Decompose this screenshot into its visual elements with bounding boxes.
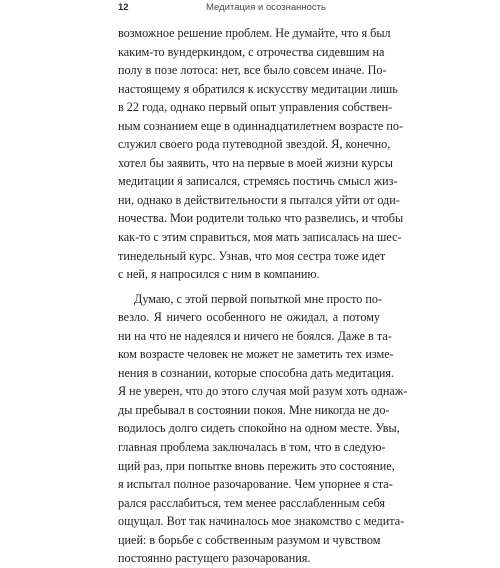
text-line: Я не уверен, что до этого случая мой разум хоть однаж- <box>118 384 408 399</box>
text-line: полу в позе лотоса: нет, все было совсем иначе. По- <box>118 63 387 78</box>
book-title: Медитация и осознанность <box>206 2 326 13</box>
text-line: ощущал. Вот так начиналось мое знакомство с медита- <box>118 514 405 529</box>
text-line: служил своего рода путеводной звездой. Я, конечно, <box>118 137 391 152</box>
paragraph-1 <box>118 24 404 284</box>
text-line: ным сознанием еще в одиннадцатилетнем возрасте по- <box>118 118 404 133</box>
text-line: я испытал полное разочарование. Чем упорнее я ста- <box>118 477 393 492</box>
text-line: везло. Я ничего особенного не ожидал, а потому <box>118 310 380 325</box>
running-head <box>118 0 380 20</box>
text-line: рался расслабиться, тем менее расслабленным себя <box>118 495 385 510</box>
text-line: в 22 года, однако первый опыт управления собствен- <box>118 100 393 115</box>
text-line: ночества. Мои родители только что развелись, и чтобы <box>118 211 404 226</box>
text-line: каким-то вундеркиндом, с отрочества сидевшим на <box>118 44 385 59</box>
text-line: возможное решение проблем. Не думайте, что я был <box>118 26 391 40</box>
text-line: настоящему я обратился к искусству медитации лишь <box>118 81 398 96</box>
text-line: ни на что не надеялся и ничего не боялся. Даже в та- <box>118 328 392 343</box>
text-line: Думаю, с этой первой попыткой мне просто по- <box>134 291 383 306</box>
text-line: ды пребывал в состоянии покоя. Мне никогда не до- <box>118 402 390 417</box>
body-text <box>118 24 408 568</box>
text-line: хотел бы заявить, что на первые в моей жизни курсы <box>118 155 393 170</box>
text-line: водилось долго сидеть спокойно на одном месте. Увы, <box>118 421 400 436</box>
text-line: постоянно растущего разочарования. <box>118 551 311 566</box>
text-line: нения в сознании, которые способна дать медитация. <box>118 365 395 380</box>
text-line: тинедельный курс. Узнав, что моя сестра тоже идет <box>118 248 386 263</box>
paragraph-2 <box>118 290 408 568</box>
text-line: главная проблема заключалась в том, что в следую- <box>118 440 386 455</box>
text-line: ком возрасте человек не может не заметить тех изме- <box>118 347 394 362</box>
text-line: как-то с этим справиться, моя мать записалась на шес- <box>118 230 402 245</box>
text-line: щий раз, при попытке вновь пережить это состояние, <box>118 458 395 473</box>
page-number: 12 <box>118 2 129 13</box>
text-line: ни, однако в действительности я пытался уйти от оди- <box>118 192 400 207</box>
text-line: цией: в борьбе с собственным разумом и чувством <box>118 532 381 547</box>
text-line: с ней, я напросился с ним в компанию. <box>118 267 320 282</box>
text-line: медитации я записался, стремясь постичь смысл жиз- <box>118 174 398 189</box>
